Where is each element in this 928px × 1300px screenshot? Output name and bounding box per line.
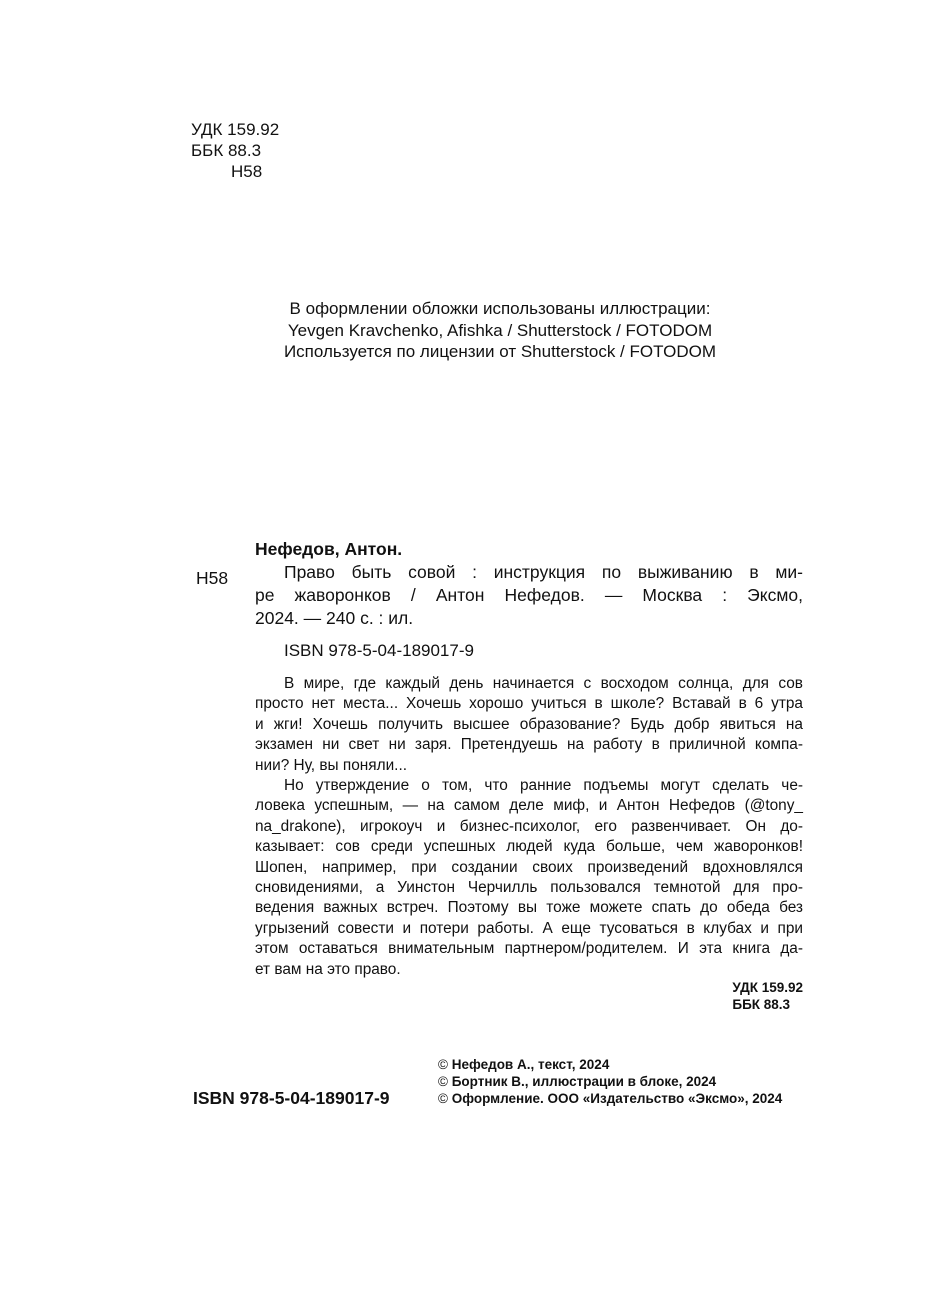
classification-bottom — [732, 979, 803, 1013]
copyright-line — [438, 1056, 782, 1073]
copyright-line — [438, 1073, 782, 1090]
credits-line-1: В оформлении обложки использованы иллюстрации: — [289, 299, 711, 318]
record-desc-line: Право быть совой : инструкция по выживанию в ми- — [284, 562, 803, 582]
classification-top — [191, 119, 279, 182]
credits-line-3: Используется по лицензии от Shutterstock / FOTODOM — [283, 342, 717, 361]
bbk-code-bottom: ББК 88.3 — [732, 997, 791, 1012]
annotation-line: Но утверждение о том, что ранние подъемы могут сделать че- — [284, 777, 803, 795]
copyright-text: Нефедов А., текст, 2024 — [451, 1057, 610, 1072]
annotation — [255, 674, 803, 980]
credits-line-2: Yevgen Kravchenko, Afishka / Shutterstock / FOTODOM — [287, 320, 713, 340]
author-sign-record: Н58 — [196, 568, 229, 588]
copyright-symbol: © — [438, 1091, 448, 1107]
copyright-line — [438, 1090, 782, 1107]
annotation-line: казывает: сов среди успешных людей куда больше, чем жаворонков! — [255, 838, 803, 856]
annotation-line: сновидениями, а Уинстон Черчилль пользовался темнотой для про- — [255, 879, 803, 897]
copyright-symbol: © — [438, 1074, 448, 1090]
udk-code-bottom: УДК 159.92 — [732, 980, 803, 995]
copyright-text: Бортник В., иллюстрации в блоке, 2024 — [451, 1074, 717, 1090]
record-desc-line: 2024. — 240 с. : ил. — [255, 608, 414, 628]
cover-credits — [250, 298, 750, 363]
annotation-line: экзамен ни свет ни заря. Претендуешь на работу в приличной компа- — [255, 736, 803, 754]
annotation-line: и жги! Хочешь получить высшее образование? Будь добр явиться на — [255, 715, 803, 733]
record-desc-line: ре жаворонков / Антон Нефедов. — Москва : Эксмо, — [255, 585, 803, 605]
annotation-line: ет вам на это право. — [255, 960, 401, 978]
annotation-line: просто нет места... Хочешь хорошо учиться в школе? Вставай в 6 утра — [255, 695, 803, 713]
copyright-text: Оформление. ООО «Издательство «Эксмо», 2024 — [451, 1091, 783, 1107]
annotation-line: ловека успешным, — на самом деле миф, и Антон Нефедов (@tony_ — [255, 797, 803, 815]
annotation-line: нии? Ну, вы поняли... — [255, 756, 407, 774]
copyright-block — [438, 1056, 782, 1108]
annotation-line: na_drakone), игрокоуч и бизнес-психолог, его развенчивает. Он до- — [255, 817, 803, 835]
annotation-line: угрызений совести и потери работы. А еще тусоваться в клубах и при — [255, 919, 803, 937]
copyright-symbol: © — [438, 1057, 448, 1072]
annotation-line: В мире, где каждый день начинается с восходом солнца, для сов — [284, 675, 803, 692]
isbn-bottom: ISBN 978-5-04-189017-9 — [193, 1088, 390, 1108]
bbk-code: ББК 88.3 — [191, 141, 262, 160]
annotation-line: ведения важных встреч. Поэтому вы тоже можете спать до обеда без — [255, 899, 803, 917]
udk-code: УДК 159.92 — [191, 120, 280, 139]
bibliographic-record — [255, 538, 803, 630]
record-isbn: ISBN 978-5-04-189017-9 — [284, 641, 474, 660]
author-sign-top: Н58 — [231, 162, 263, 181]
annotation-line: этом оставаться внимательным партнером/родителем. И эта книга да- — [255, 940, 803, 958]
annotation-line: Шопен, например, при создании своих произведений вдохновлялся — [255, 858, 803, 876]
record-author: Нефедов, Антон. — [255, 539, 403, 559]
